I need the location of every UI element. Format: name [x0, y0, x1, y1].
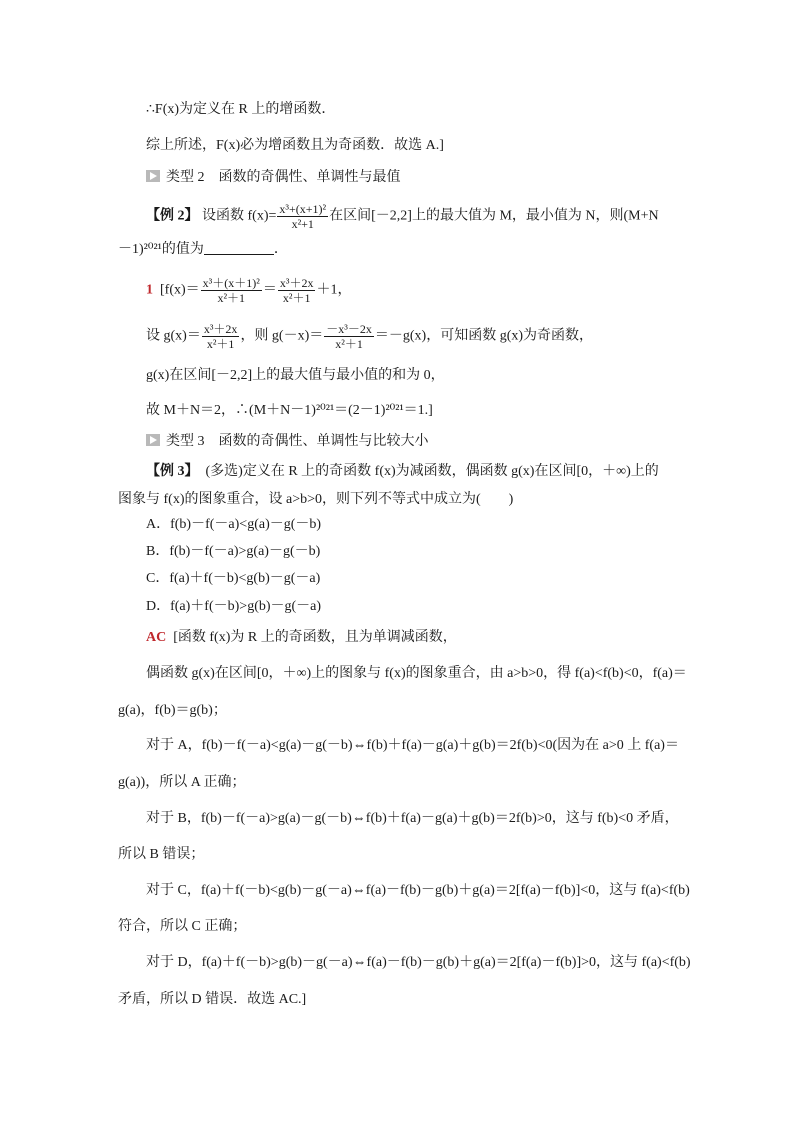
solution2-line-2: 设 g(x)＝ $\frac{\text{x³＋2x}}{\text{x²＋1}}$ ，则 g(－x)＝ $\frac{\text{－x³－2x}}{\text{x²＋1}}$ ＝－g(x)，可知函数 g(x)为奇函数， — [146, 322, 594, 351]
play-icon — [146, 434, 160, 446]
example3-line-2: 图象与 f(x)的图象重合，设 a>b>0，则下列不等式中成立为( ) — [118, 492, 514, 507]
example2-fraction: $\frac{\text{x³+(x+1)²}}{\text{x²+1}}$ — [279, 202, 327, 231]
solution3-line-6: 对于 B，f(b)－f(－a)>g(a)－g(－b)⇔f(b)＋f(a)－g(a)＋g(b)＝2f(b)>0，这与 f(b)<0 矛盾， — [146, 811, 679, 826]
option-d: D．f(a)＋f(－b)>g(b)－g(－a) — [146, 599, 322, 614]
solution2-line-1: 1 [f(x)＝ $\frac{\text{x³＋(x＋1)²}}{\text{x²＋1}}$ ＝ $\frac{\text{x³＋2x}}{\text{x²＋1}}$ ＋1， — [146, 276, 352, 305]
type2-heading: 类型 2 函数的奇偶性、单调性与最值 — [146, 168, 401, 188]
solution3-line-1: AC [函数 f(x)为 R 上的奇函数，且为单调减函数， — [146, 630, 457, 645]
solution2-line-4: 故 M＋N＝2，∴(M＋N－1)²⁰²¹＝(2－1)²⁰²¹＝1.] — [146, 403, 433, 418]
solution3-line-2: 偶函数 g(x)在区间[0，＋∞)上的图象与 f(x)的图象重合，由 a>b>0，得 f(a)<f(b)<0，f(a)＝ — [146, 666, 687, 681]
solution3-line-4: 对于 A，f(b)－f(－a)<g(a)－g(－b)⇔f(b)＋f(a)－g(a)＋g(b)＝2f(b)<0(因为在 a>0 上 f(a)＝ — [146, 738, 679, 753]
type3-heading: 类型 3 函数的奇偶性、单调性与比较大小 — [146, 432, 429, 452]
solution3-line-11: 矛盾，所以 D 错误．故选 AC.] — [118, 992, 307, 1007]
solution2-line-3: g(x)在区间[－2,2]上的最大值与最小值的和为 0， — [146, 368, 445, 383]
solution3-line-9: 符合，所以 C 正确； — [118, 919, 247, 934]
solution3-line-5: g(a))，所以 A 正确； — [118, 775, 246, 790]
conclusion-line-1: ∴F(x)为定义在 R 上的增函数． — [146, 102, 336, 117]
example2-line-2: －1)²⁰²¹的值为 ． — [118, 242, 288, 257]
option-c: C．f(a)＋f(－b)<g(b)－g(－a) — [146, 571, 321, 586]
option-a: A．f(b)－f(－a)<g(a)－g(－b) — [146, 517, 322, 532]
example2-line-1: 【例 2】 设函数 f(x)= $\frac{\text{x³+(x+1)²}}{\text{x²+1}}$ 在区间[－2,2]上的最大值为 M，最小值为 N，则(M+N — [146, 202, 659, 231]
example3-line-1: 【例 3】 (多选)定义在 R 上的奇函数 f(x)为减函数，偶函数 g(x)在区间[0，＋∞)上的 — [146, 464, 659, 479]
solution3-line-8: 对于 C，f(a)＋f(－b)<g(b)－g(－a)⇔f(a)－f(b)－g(b)＋g(a)＝2[f(a)－f(b)]<0，这与 f(a)<f(b) — [146, 883, 690, 898]
solution3-line-10: 对于 D，f(a)＋f(－b)>g(b)－g(－a)⇔f(a)－f(b)－g(b)＋g(a)＝2[f(a)－f(b)]>0，这与 f(a)<f(b) — [146, 955, 691, 970]
solution3-line-3: g(a)，f(b)＝g(b)； — [118, 703, 227, 718]
solution3-line-7: 所以 B 错误； — [118, 847, 205, 862]
play-icon — [146, 170, 160, 182]
conclusion-line-2: 综上所述，F(x)必为增函数且为奇函数．故选 A.] — [146, 138, 444, 153]
answer-blank — [204, 240, 274, 255]
option-b: B．f(b)－f(－a)>g(a)－g(－b) — [146, 544, 321, 559]
